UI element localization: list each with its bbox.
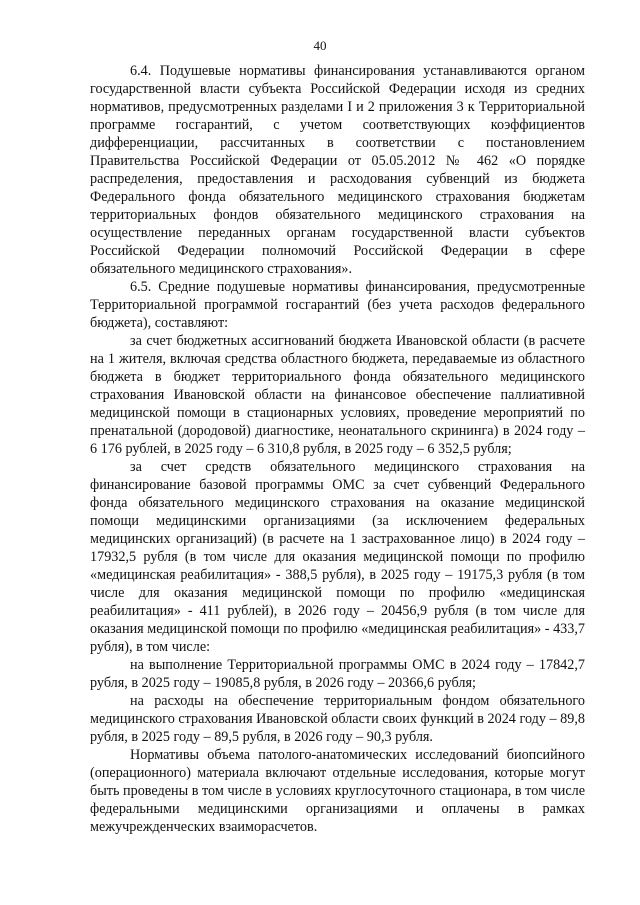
paragraph-budget-funding: за счет бюджетных ассигнований бюджета Ивановской области (в расчете на 1 жителя, включая средства областного бюджета, передаваемые из областного бюджета в бюджет территориального фонда обязательного медицинского страхования Ивановской области на финансовое обеспечение паллиативной медицинской помощи в стационарных условиях, проведение мероприятий по пренатальной (дородовой) диагностике, неонатального скрининга) в 2024 году – 6 176 рублей, в 2025 году – 6 310,8 рубля, в 2025 году – 6 352,5 рубля; [90,333,585,457]
document-body [90,62,585,836]
paragraph-territorial-program: на выполнение Территориальной программы ОМС в 2024 году – 17842,7 рубля, в 2025 году – 19085,8 рубля, в 2026 году – 20366,6 рубля; [90,657,585,691]
paragraph-fund-expenses: на расходы на обеспечение территориальным фондом обязательного медицинского страхования Ивановской области своих функций в 2024 году – 89,8 рубля, в 2025 году – 89,5 рубля, в 2026 году – 90,3 рубля. [90,693,585,745]
paragraph-oms-funding: за счет средств обязательного медицинского страхования на финансирование базовой программы ОМС за счет субвенций Федерального фонда обязательного медицинского страхования на оказание медицинской помощи медицинскими организациями (за исключением федеральных медицинских организаций) (в расчете на 1 застрахованное лицо) в 2024 году – 17932,5 рубля (в том числе для оказания медицинской помощи по профилю «медицинская реабилитация» - 388,5 рубля), в 2025 году – 19175,3 рубля (в том числе для оказания медицинской помощи по профилю «медицинская реабилитация» - 411 рублей), в 2026 году – 20456,9 рубля (в том числе для оказания медицинской помощи по профилю «медицинская реабилитация» - 433,7 рубля), в том числе: [90,459,585,655]
paragraph-6-4: 6.4. Подушевые нормативы финансирования устанавливаются органом государственной власти субъекта Российской Федерации исходя из средних нормативов, предусмотренных разделами I и 2 приложения 3 к Территориальной программе госгарантий, с учетом соответствующих коэффициентов дифференциации, рассчитанных в соответствии с постановлением Правительства Российской Федерации от 05.05.2012 № 462 «О порядке распределения, предоставления и расходования субвенций из бюджета Федерального фонда обязательного медицинского страхования бюджетам территориальных фондов обязательного медицинского страхования на осуществление переданных органам государственной власти субъектов Российской Федерации полномочий Российской Федерации в сфере обязательного медицинского страхования». [90,63,585,277]
page-number: 40 [313,38,327,53]
paragraph-pathology-norms: Нормативы объема патолого-анатомических исследований биопсийного (операционного) материала включают отдельные исследования, которые могут быть проведены в том числе в условиях круглосуточного стационара, в том числе федеральными медицинскими организациями и оплачены в рамках межучрежденческих взаиморасчетов. [90,747,585,835]
paragraph-6-5: 6.5. Средние подушевые нормативы финансирования, предусмотренные Территориальной программой госгарантий (без учета расходов федерального бюджета), составляют: [90,279,585,331]
